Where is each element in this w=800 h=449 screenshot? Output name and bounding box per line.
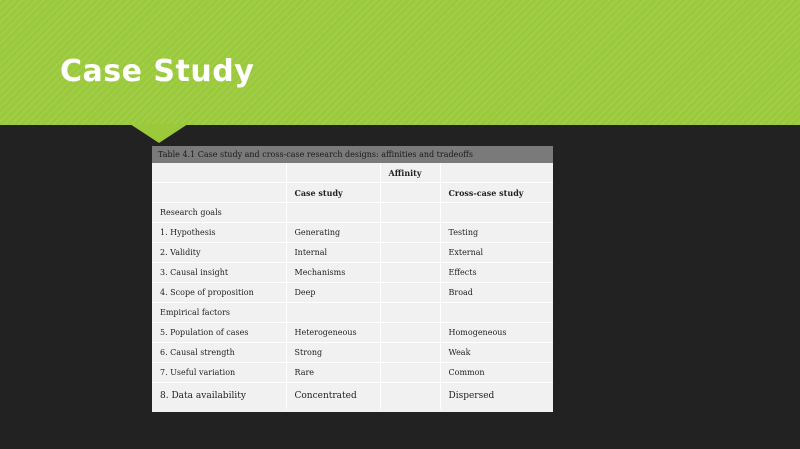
- row-label: 4. Scope of proposition: [152, 283, 286, 303]
- affinity-cell: [380, 323, 440, 343]
- case-study-header: Case study: [286, 183, 380, 203]
- table-row: [152, 223, 553, 243]
- case-study-cell: Concentrated: [286, 383, 380, 410]
- affinity-cell: [380, 203, 440, 223]
- affinity-cell: [380, 303, 440, 323]
- table-row: [152, 363, 553, 383]
- cross-case-cell: [440, 203, 553, 223]
- case-study-cell: [286, 303, 380, 323]
- case-study-cell: Heterogeneous: [286, 323, 380, 343]
- table-row: [152, 243, 553, 263]
- case-study-cell: Internal: [286, 243, 380, 263]
- cross-case-cell: External: [440, 243, 553, 263]
- comparison-table: [152, 163, 553, 409]
- table-header-cell: [286, 163, 380, 183]
- header-notch: [130, 124, 188, 143]
- table-row: [152, 283, 553, 303]
- affinity-cell: [380, 263, 440, 283]
- cross-case-cell: Weak: [440, 343, 553, 363]
- table-header-cell: [440, 163, 553, 183]
- case-study-cell: Strong: [286, 343, 380, 363]
- affinity-cell: [380, 283, 440, 303]
- row-label: Research goals: [152, 203, 286, 223]
- table-row: [152, 343, 553, 363]
- cross-case-cell: Homogeneous: [440, 323, 553, 343]
- table-row: [152, 383, 553, 410]
- case-study-cell: Rare: [286, 363, 380, 383]
- row-label: 6. Causal strength: [152, 343, 286, 363]
- affinity-cell: [380, 363, 440, 383]
- cross-case-header: Cross-case study: [440, 183, 553, 203]
- row-label: 2. Validity: [152, 243, 286, 263]
- cross-case-cell: [440, 303, 553, 323]
- case-study-cell: Mechanisms: [286, 263, 380, 283]
- table-header-row: [152, 183, 553, 203]
- row-label: 1. Hypothesis: [152, 223, 286, 243]
- cross-case-cell: Common: [440, 363, 553, 383]
- table-header-cell: [152, 163, 286, 183]
- table-caption: Table 4.1 Case study and cross-case research designs: affinities and tradeoffs: [152, 146, 553, 163]
- case-study-cell: [286, 203, 380, 223]
- table-header-cell: [152, 183, 286, 203]
- affinity-cell: [380, 343, 440, 363]
- affinity-cell: [380, 243, 440, 263]
- table-header-row-affinity: [152, 163, 553, 183]
- table-header-cell: [380, 183, 440, 203]
- table-row: [152, 323, 553, 343]
- table-row: [152, 203, 553, 223]
- case-study-cell: Deep: [286, 283, 380, 303]
- affinity-header: Affinity: [380, 163, 440, 183]
- row-label: 8. Data availability: [152, 383, 286, 410]
- affinity-cell: [380, 223, 440, 243]
- row-label: 3. Causal insight: [152, 263, 286, 283]
- row-label: 7. Useful variation: [152, 363, 286, 383]
- cross-case-cell: Broad: [440, 283, 553, 303]
- row-label: Empirical factors: [152, 303, 286, 323]
- table-image: [152, 146, 553, 412]
- affinity-cell: [380, 383, 440, 410]
- table-row: [152, 303, 553, 323]
- cross-case-cell: Dispersed: [440, 383, 553, 410]
- cross-case-cell: Testing: [440, 223, 553, 243]
- case-study-cell: Generating: [286, 223, 380, 243]
- table-row: [152, 263, 553, 283]
- slide-title: Case Study: [60, 54, 255, 89]
- row-label: 5. Population of cases: [152, 323, 286, 343]
- cross-case-cell: Effects: [440, 263, 553, 283]
